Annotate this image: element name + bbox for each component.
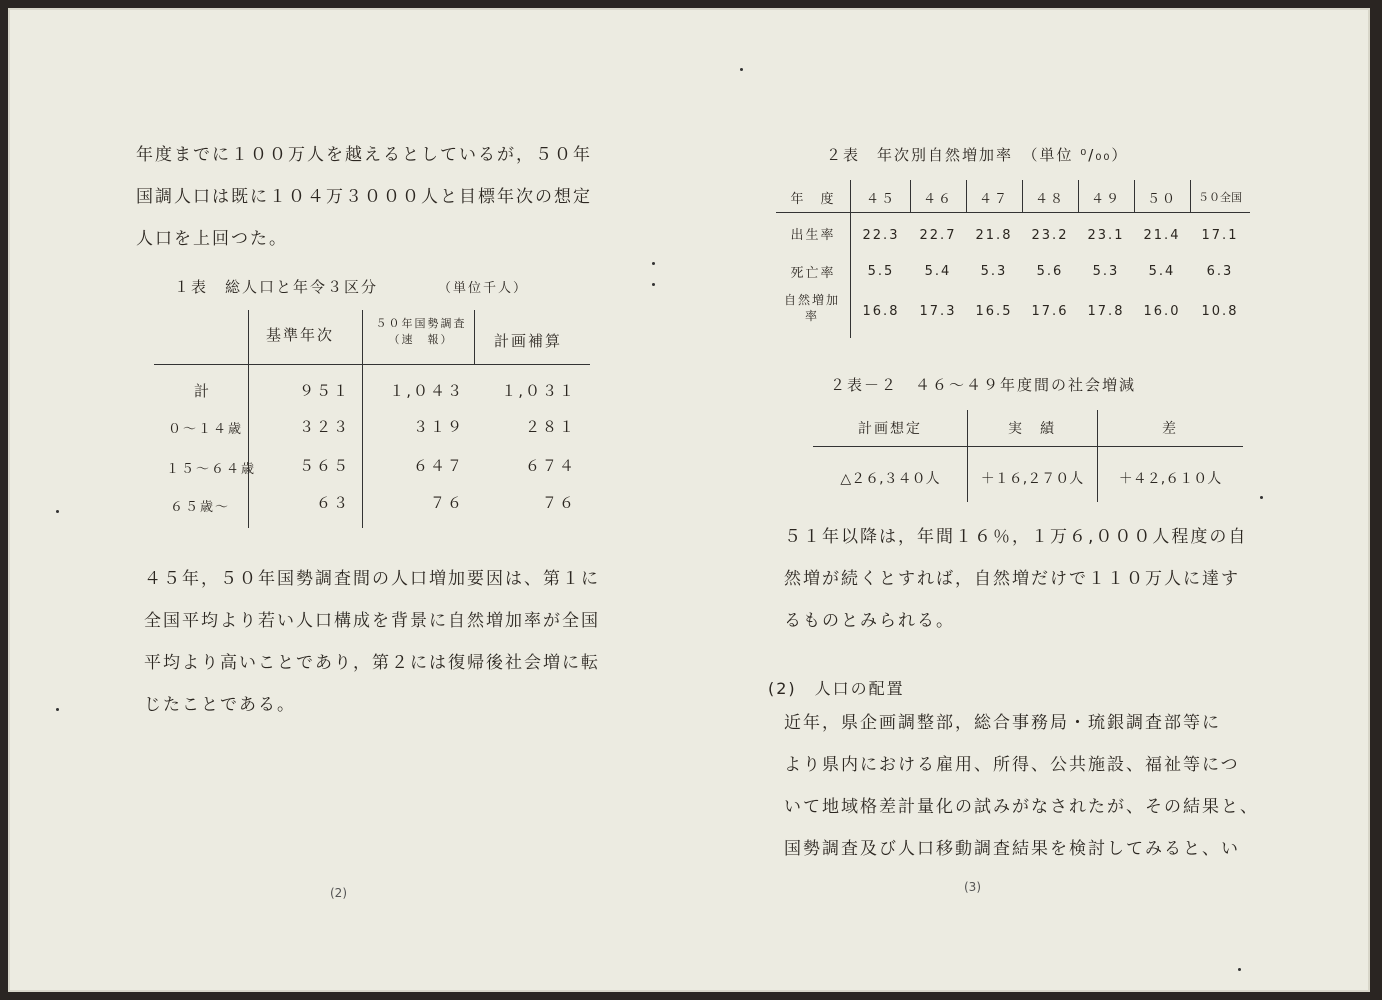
table2-row-label: 自然増加率: [784, 293, 841, 323]
table1-row-label: ０～１４歳: [168, 422, 244, 437]
text-line: より県内における雇用、所得、公共施設、福祉等につ: [784, 755, 1240, 775]
table1-cell: ６７４: [524, 457, 576, 475]
table2-cell: 10.8: [1201, 304, 1239, 319]
left-paragraph-2: [144, 558, 600, 726]
table2: [776, 180, 1250, 338]
table2-cell: 17.3: [919, 304, 957, 319]
text-line: じたことである。: [144, 695, 296, 715]
table2-caption: ２表 年次別自然増加率 （単位 ⁰/₀₀）: [826, 146, 1129, 164]
table2-cell: 5.4: [924, 264, 952, 279]
table3-header: 差: [1162, 421, 1178, 437]
table2-cell: 5.6: [1036, 264, 1064, 279]
table1-cell: ７６: [541, 494, 576, 512]
table1: [154, 310, 590, 528]
table2-year: ５０: [1146, 192, 1177, 207]
text-line: 全国平均より若い人口構成を背景に自然増加率が全国: [144, 611, 600, 631]
table2-year: ４６: [922, 192, 953, 207]
text-line: 然増が続くとすれば，自然増だけで１１０万人に達す: [784, 569, 1240, 589]
table2-year: ４５: [865, 192, 896, 207]
table2-cell: 23.1: [1087, 228, 1125, 243]
table1-header: ５０年国勢調査（速 報）: [375, 317, 467, 346]
scan-speck: [56, 510, 59, 513]
text-line: 年度までに１００万人を越えるとしているが，５０年: [136, 145, 592, 165]
table2-cell: 16.0: [1143, 304, 1181, 319]
table-rule: [850, 180, 851, 338]
table1-cell: ９５１: [298, 382, 350, 400]
text-line: 国勢調査及び人口移動調査結果を検討してみると、い: [784, 839, 1240, 859]
table1-row-label: 計: [194, 382, 212, 400]
table1-cell: ３１９: [412, 418, 464, 436]
left-paragraph-1: [136, 134, 592, 260]
table1-caption: １表 総人口と年令３区分: [174, 278, 379, 296]
table2-header-label: 年 度: [790, 192, 836, 207]
table2-cell: 17.6: [1031, 304, 1069, 319]
text-line: いて地域格差計量化の試みがなされたが、その結果と、: [784, 797, 1259, 817]
table2-cell: 22.3: [862, 228, 900, 243]
table2-cell: 17.1: [1201, 228, 1239, 243]
table1-header: 計画補算: [494, 332, 563, 350]
table2-cell: 23.2: [1031, 228, 1069, 243]
table2-cell: 21.4: [1143, 228, 1181, 243]
scan-speck: [1260, 496, 1263, 499]
table1-cell: １,０４３: [389, 382, 464, 400]
text-line: るものとみられる。: [784, 611, 955, 631]
document-sheet: [8, 8, 1370, 992]
text-line: 平均より高いことであり，第２には復帰後社会増に転: [144, 653, 600, 673]
scan-speck: [652, 283, 655, 286]
table-rule: [248, 310, 249, 528]
table2-year: ５０全国: [1198, 191, 1242, 204]
text-line: 近年，県企画調整部，総合事務局・琉銀調査部等に: [784, 713, 1221, 733]
text-line: ５１年以降は，年間１６％，１万６,０００人程度の自: [784, 527, 1248, 547]
table3-cell: ＋１６,２７０人: [980, 471, 1084, 487]
table2-cell: 17.8: [1087, 304, 1125, 319]
table3-cell: ＋４２,６１０人: [1118, 471, 1222, 487]
table2-cell: 5.3: [980, 264, 1008, 279]
table3-caption: ２表－２ ４６～４９年度間の社会増減: [830, 376, 1137, 394]
table1-cell: ３２３: [298, 418, 350, 436]
table2-cell: 5.4: [1148, 264, 1176, 279]
scan-speck: [740, 68, 743, 71]
page-number-left: (2): [330, 886, 347, 900]
table2-cell: 16.5: [975, 304, 1013, 319]
table1-row-label: １５～６４歳: [166, 462, 257, 477]
table2-year: ４８: [1034, 192, 1065, 207]
scan-speck: [652, 262, 655, 265]
text-line: 国調人口は既に１０４万３０００人と目標年次の想定: [136, 187, 592, 207]
table3-cell: △２６,３４０人: [840, 471, 940, 487]
section-heading: (2) 人口の配置: [768, 679, 905, 698]
table1-cell: ６４７: [412, 457, 464, 475]
scan-speck: [56, 708, 59, 711]
scan-speck: [1238, 968, 1241, 971]
table2-cell: 5.5: [867, 264, 895, 279]
table2-year: ４７: [978, 192, 1009, 207]
table3: [813, 410, 1243, 502]
table1-cell: ５６５: [298, 457, 350, 475]
table-rule: [362, 310, 363, 528]
table-rule: [154, 364, 590, 365]
page-number-right: (3): [964, 880, 981, 894]
table1-cell: １,０３１: [501, 382, 576, 400]
table1-unit: （単位千人）: [438, 281, 529, 296]
table-rule: [1022, 180, 1023, 212]
table2-cell: 5.3: [1092, 264, 1120, 279]
right-paragraph-1: [784, 516, 1247, 642]
table1-cell: ２８１: [524, 418, 576, 436]
table-rule: [1134, 180, 1135, 212]
table-rule: [474, 310, 475, 364]
table3-header: 計画想定: [858, 421, 922, 437]
table1-cell: ７６: [429, 494, 464, 512]
table2-row-label: 出生率: [790, 228, 836, 243]
table-rule: [966, 180, 967, 212]
table-rule: [1078, 180, 1079, 212]
table2-cell: 16.8: [862, 304, 900, 319]
table2-row-label: 死亡率: [790, 266, 836, 281]
table-rule: [910, 180, 911, 212]
table2-cell: 6.3: [1206, 264, 1234, 279]
text-line: 人口を上回つた。: [136, 229, 288, 249]
table-rule: [776, 212, 1250, 213]
text-line: ４５年，５０年国勢調査間の人口増加要因は、第１に: [144, 569, 600, 589]
table2-cell: 21.8: [975, 228, 1013, 243]
table1-cell: ６３: [315, 494, 350, 512]
right-paragraph-2: [784, 702, 1259, 870]
table1-row-label: ６５歳～: [170, 500, 231, 515]
table1-header: 基準年次: [266, 326, 335, 344]
table-rule: [813, 446, 1243, 447]
table3-header: 実 績: [1008, 421, 1056, 437]
table2-year: ４９: [1090, 192, 1121, 207]
table2-cell: 22.7: [919, 228, 957, 243]
